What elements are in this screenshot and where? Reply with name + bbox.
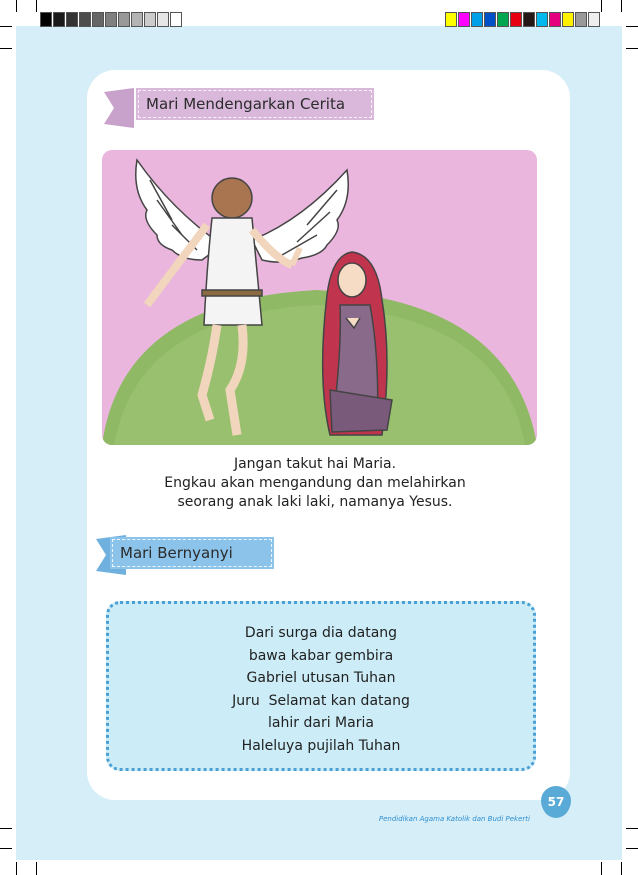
color-swatch — [118, 12, 130, 27]
color-swatch — [445, 12, 457, 27]
footer-book-title: Pendidikan Agama Katolik dan Budi Pekerti — [378, 815, 530, 823]
story-line: Engkau akan mengandung dan melahirkan — [164, 475, 466, 491]
section-ribbon-sing — [110, 537, 274, 569]
color-swatch — [66, 12, 78, 27]
color-swatch — [157, 12, 169, 27]
story-line: seorang anak laki laki, namanya Yesus. — [177, 494, 453, 510]
section-title-listen: Mari Mendengarkan Cerita — [146, 95, 346, 113]
section-ribbon-listen — [136, 88, 374, 120]
color-swatch — [40, 12, 52, 27]
color-swatch — [53, 12, 65, 27]
song-line: lahir dari Maria — [268, 715, 374, 731]
color-swatch — [536, 12, 548, 27]
color-swatch — [92, 12, 104, 27]
color-swatch — [170, 12, 182, 27]
color-swatch — [105, 12, 117, 27]
page-number: 57 — [541, 786, 571, 818]
song-line: Gabriel utusan Tuhan — [246, 670, 396, 686]
color-swatch — [79, 12, 91, 27]
registration-color-swatches — [445, 12, 601, 27]
color-swatch — [523, 12, 535, 27]
color-swatch — [575, 12, 587, 27]
song-line: Haleluya pujilah Tuhan — [241, 737, 401, 754]
section-title-sing: Mari Bernyanyi — [120, 544, 233, 562]
color-swatch — [471, 12, 483, 27]
song-line: bawa kabar gembira — [248, 647, 394, 664]
angel-mary-illustration — [102, 150, 537, 445]
registration-gray-swatches — [40, 12, 183, 27]
story-text — [100, 455, 530, 512]
song-lyrics — [106, 622, 536, 757]
color-swatch — [510, 12, 522, 27]
color-swatch — [484, 12, 496, 27]
color-swatch — [458, 12, 470, 27]
song-line: Juru Selamat kan datang — [232, 692, 410, 709]
ribbon-tail-1 — [104, 88, 134, 128]
color-swatch — [588, 12, 600, 27]
color-swatch — [549, 12, 561, 27]
song-line: Dari surga dia datang — [244, 625, 398, 641]
color-swatch — [131, 12, 143, 27]
color-swatch — [144, 12, 156, 27]
color-swatch — [562, 12, 574, 27]
story-line: Jangan takut hai Maria. — [233, 456, 397, 472]
color-swatch — [497, 12, 509, 27]
